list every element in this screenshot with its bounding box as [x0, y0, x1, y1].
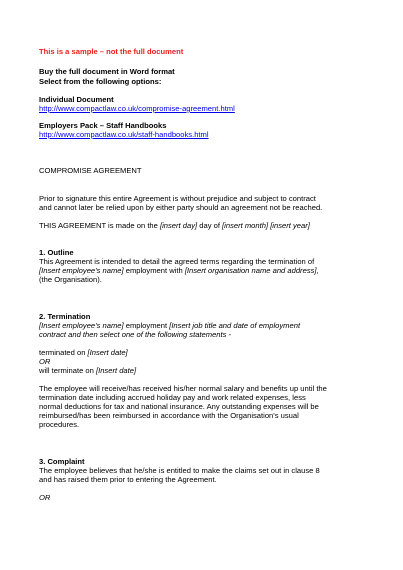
section-1-line-1: This Agreement is intended to detail the agreed terms regarding the termination of [39, 257, 315, 266]
will-terminate-date-placeholder: [Insert date] [95, 366, 137, 375]
will-terminate-line [39, 366, 136, 376]
section-3-heading: 3. Complaint [39, 457, 85, 466]
intro-line-2: and cannot later be relied upon by either party should an agreement not be reached. [39, 203, 323, 212]
made-on-prefix: THIS AGREEMENT is made on the [39, 221, 160, 230]
document-title: COMPROMISE AGREEMENT [39, 166, 142, 175]
section-2-line-2: contract and then select one of the following statements - [39, 330, 232, 339]
section-2-employment: employment [123, 321, 170, 330]
terminated-on-prefix: terminated on [39, 348, 88, 357]
or-separator: OR [39, 357, 51, 366]
job-title-placeholder: [Insert job title and date of employment [169, 321, 301, 330]
section-2-heading: 2. Termination [39, 312, 91, 321]
employers-pack-label: Employers Pack – Staff Handbooks [39, 121, 167, 130]
section-2-para-line-3: normal deductions for tax and national insurance. Any outstanding expenses will be [39, 402, 319, 411]
sample-notice: This is a sample – not the full document [39, 47, 184, 56]
section-2-para-line-4: reimbursed/has been reimbursed in accordance with the Organisation's usual [39, 411, 299, 420]
insert-month-placeholder: [insert month] [222, 221, 269, 230]
section-3-line-1: The employee believes that he/she is entitled to make the claims set out in clause 8 [39, 466, 320, 475]
made-on-line [39, 221, 310, 231]
employee-name-placeholder: [Insert employee's name] [39, 266, 124, 275]
section-2-para-line-5: procedures. [39, 420, 80, 429]
terminated-date-placeholder: [Insert date] [87, 348, 128, 357]
section-1-comma: , [316, 266, 319, 275]
section-3-or: OR [39, 493, 51, 502]
individual-document-label: Individual Document [39, 95, 114, 104]
employee-name-placeholder: [Insert employee's name] [39, 321, 124, 330]
buy-line-2: Select from the following options: [39, 77, 162, 86]
employers-pack-link[interactable]: http://www.compactlaw.co.uk/staff-handbooks.html [39, 130, 209, 139]
section-1-employment-with: employment with [123, 266, 185, 275]
intro-line-1: Prior to signature this entire Agreement is without prejudice and subject to contract [39, 194, 316, 203]
section-2-para-line-1: The employee will receive/has received his/her normal salary and benefits up until the [39, 384, 327, 393]
section-1-heading: 1. Outline [39, 248, 74, 257]
made-on-day-of: day of [197, 221, 223, 230]
insert-day-placeholder: [insert day] [159, 221, 198, 230]
will-terminate-prefix: will terminate on [39, 366, 96, 375]
section-3-line-2: and has raised them prior to entering the Agreement. [39, 475, 217, 484]
section-1-line-3: (the Organisation). [39, 275, 102, 284]
section-2-para-line-2: termination date including accrued holiday pay and work related expenses, less [39, 393, 306, 402]
terminated-on-line [39, 348, 128, 358]
buy-line-1: Buy the full document in Word format [39, 67, 175, 76]
organisation-placeholder: [Insert organisation name and address] [184, 266, 317, 275]
individual-document-link[interactable]: http://www.compactlaw.co.uk/compromise-agreement.html [39, 104, 235, 113]
insert-year-placeholder: [insert year] [270, 221, 310, 230]
